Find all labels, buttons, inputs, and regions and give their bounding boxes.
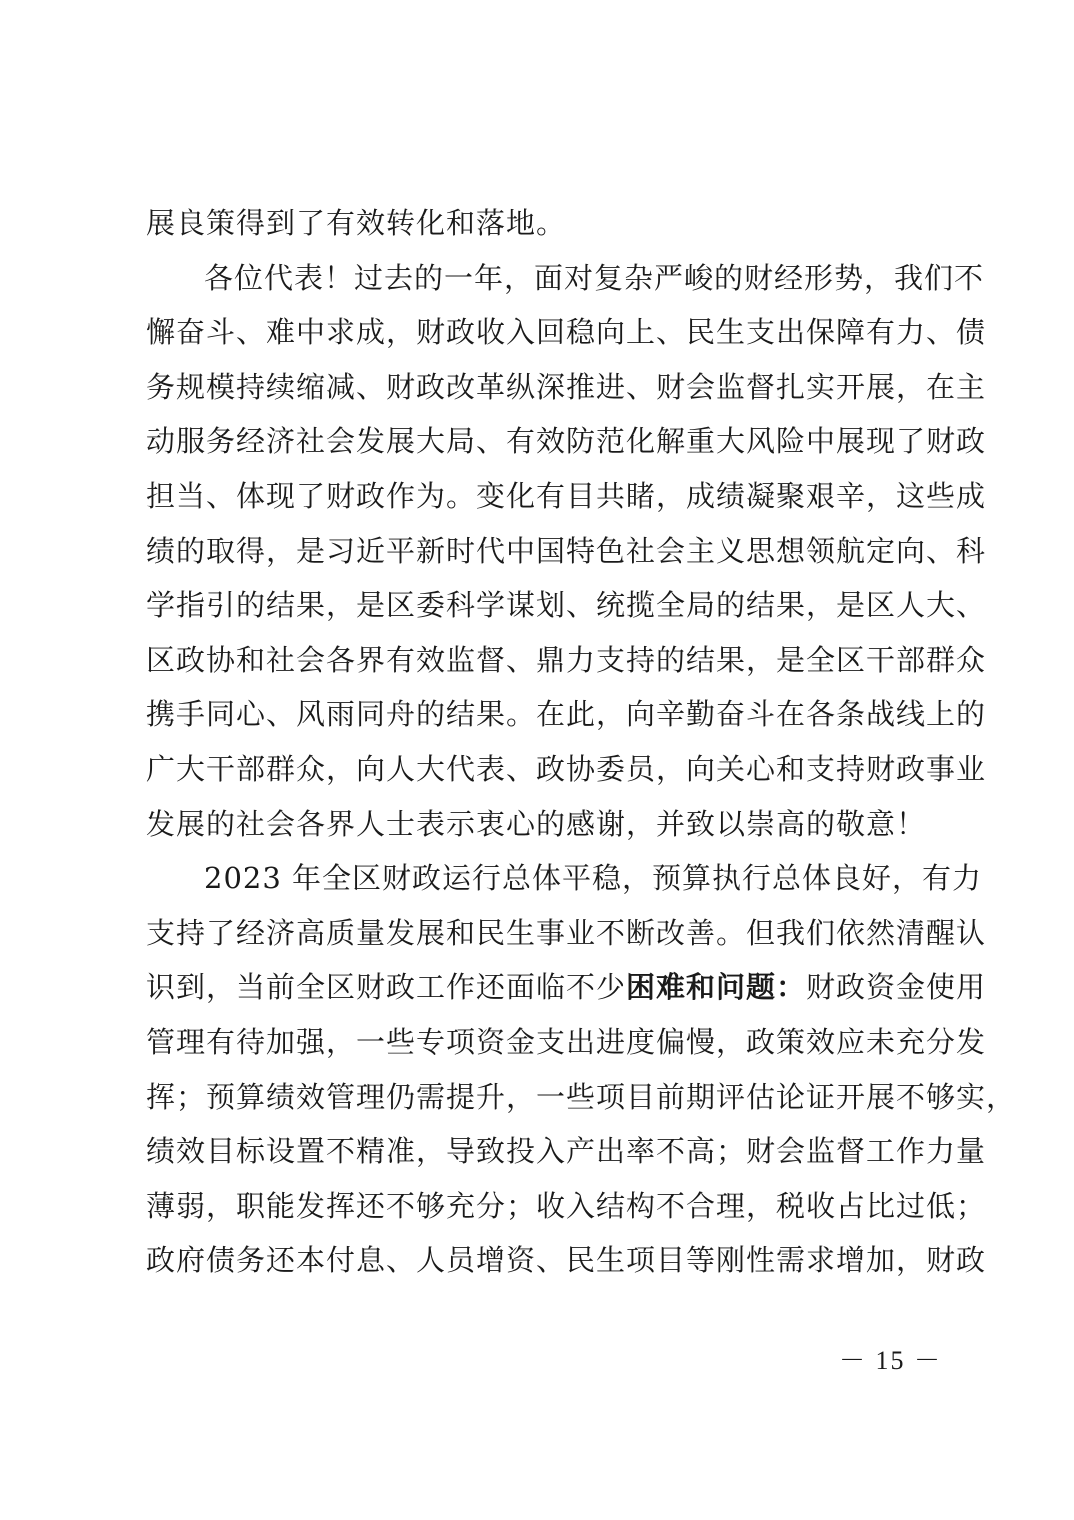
paragraph-line: 发展的社会各界人士表示衷心的感谢，并致以崇高的敬意！ (146, 806, 927, 841)
paragraph-line: 务规模持续缩减、财政改革纵深推进、财会监督扎实开展，在主 (146, 369, 987, 404)
paragraph-line: 学指引的结果，是区委科学谋划、统揽全局的结果，是区人大、 (146, 588, 987, 623)
paragraph-line: 管理有待加强，一些专项资金支出进度偏慢，政策效应未充分发 (146, 1024, 987, 1059)
document-body (146, 196, 1017, 1288)
paragraph-line: 绩的取得，是习近平新时代中国特色社会主义思想领航定向、科 (146, 533, 987, 568)
paragraph-line-with-emphasis (146, 960, 987, 1015)
line-text: 财政资金使用 (806, 970, 987, 1005)
paragraph-line: 绩效目标设置不精准，导致投入产出率不高；财会监督工作力量 (146, 1134, 987, 1169)
paragraph-line: 懈奋斗、难中求成，财政收入回稳向上、民生支出保障有力、债 (146, 315, 987, 350)
paragraph-line: 动服务经济社会发展大局、有效防范化解重大风险中展现了财政 (146, 424, 987, 459)
paragraph-line: 2023 年全区财政运行总体平稳，预算执行总体良好，有力 (204, 861, 983, 896)
paragraph-line: 广大干部群众，向人大代表、政协委员，向关心和支持财政事业 (146, 751, 987, 786)
emphasis-heading: 困难和问题： (626, 970, 807, 1005)
line-text: 识到，当前全区财政工作还面临不少 (146, 970, 627, 1005)
page-number: － 15 － (838, 1346, 942, 1375)
paragraph-line: 薄弱，职能发挥还不够充分；收入结构不合理，税收占比过低； (146, 1188, 987, 1223)
paragraph-line: 展良策得到了有效转化和落地。 (146, 206, 567, 240)
paragraph-line: 各位代表！过去的一年，面对复杂严峻的财经形势，我们不 (204, 260, 985, 295)
paragraph-line: 政府债务还本付息、人员增资、民生项目等刚性需求增加，财政 (146, 1243, 987, 1278)
paragraph-line: 担当、体现了财政作为。变化有目共睹，成绩凝聚艰辛，这些成 (146, 478, 987, 513)
paragraph-line: 携手同心、风雨同舟的结果。在此，向辛勤奋斗在各条战线上的 (146, 697, 987, 732)
paragraph-line: 区政协和社会各界有效监督、鼎力支持的结果，是全区干部群众 (146, 642, 987, 677)
paragraph-line: 挥；预算绩效管理仍需提升，一些项目前期评估论证开展不够实， (146, 1079, 1017, 1114)
paragraph-line: 支持了经济高质量发展和民生事业不断改善。但我们依然清醒认 (146, 915, 987, 950)
